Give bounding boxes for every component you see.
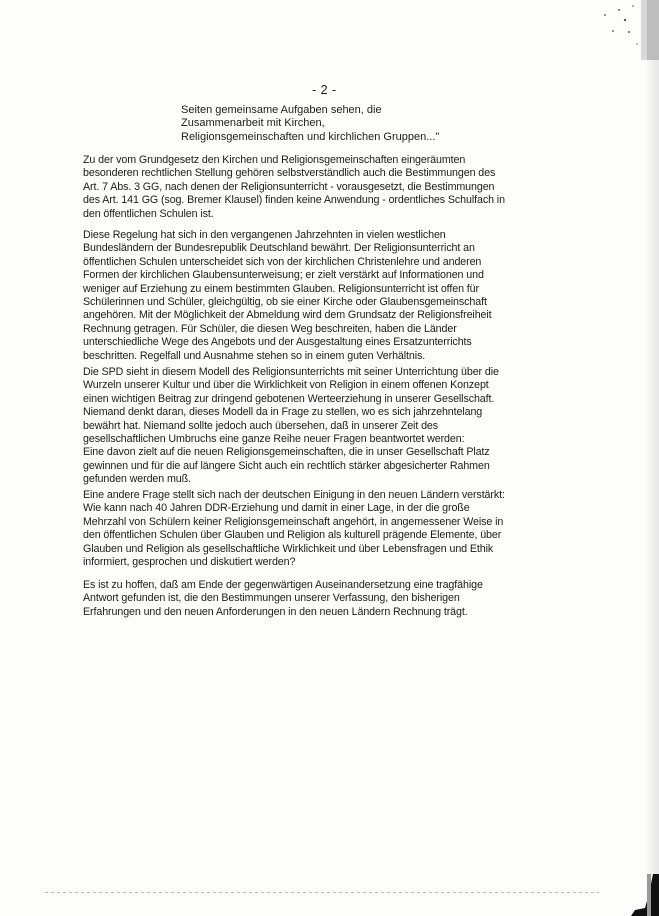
- text-line: beschritten. Regelfall und Ausnahme stehen so in einem guten Verhältnis.: [83, 349, 426, 362]
- page-number: - 2 -: [312, 83, 337, 97]
- text-line: Zu der vom Grundgesetz den Kirchen und Religionsgemeinschaften eingeräumten: [83, 154, 466, 166]
- text-line: unterschiedliche Wege des Angebots und der Ausgestaltung eines Ersatzunterrichts: [83, 336, 472, 349]
- scan-corner-mark-top: [611, 0, 659, 60]
- text-line: Schülerinnen und Schüler, gleichgültig, ob sie einer Kirche oder Glaubensgemeinschaft: [83, 296, 487, 309]
- paragraph-regulation: [83, 229, 575, 363]
- text-line: angehören. Mit der Möglichkeit der Abmeldung wird dem Grundsatz der Religionsfreiheit: [83, 309, 492, 322]
- text-line: den öffentlichen Schulen über Glauben und Religion als kulturell prägende Elemente, über: [83, 529, 502, 542]
- scan-edge-shadow: [645, 0, 659, 916]
- paragraph-religious-status: [83, 154, 575, 221]
- text-line: Bundesländern der Bundesrepublik Deutschland bewährt. Der Religionsunterricht an: [83, 242, 475, 255]
- scan-speck: [612, 30, 614, 32]
- text-line: den öffentlichen Schulen ist.: [83, 207, 214, 220]
- text-line: besonderen rechtlichen Stellung gehören selbstverständlich auch die Bestimmungen des: [83, 167, 496, 180]
- text-line: Wie kann nach 40 Jahren DDR-Erziehung und damit in einer Lage, in der die große: [83, 502, 470, 515]
- text-line: Formen der kirchlichen Glaubensunterweisung; er zielt verstärkt auf Informationen und: [83, 269, 484, 282]
- text-line: öffentlichen Schulen unterscheidet sich von der kirchlichen Christenlehre und anderen: [83, 255, 482, 268]
- text-line: bewährt hat. Niemand sollte jedoch auch übersehen, daß in unserer Zeit des: [83, 419, 438, 432]
- text-line: Diese Regelung hat sich in den vergangenen Jahrzehnten in vielen westlichen: [83, 229, 446, 241]
- paragraph-new-states: [83, 489, 575, 569]
- text-line: Niemand denkt daran, dieses Modell da in Frage zu stellen, wo es sich jahrzehntelang: [83, 406, 483, 419]
- text-line: Eine davon zielt auf die neuen Religionsgemeinschaften, die in unser Gesellschaft Platz: [83, 446, 490, 459]
- text-line: Art. 7 Abs. 3 GG, nach denen der Religionsunterricht - vorausgesetzt, die Bestimmungen: [83, 180, 495, 193]
- text-line: einen wichtigen Beitrag zur dringend gebotenen Werteerziehung in unserer Gesellschaft.: [83, 392, 495, 405]
- paragraph-spd-model: [83, 366, 575, 487]
- text-line: Mehrzahl von Schülern keiner Religionsgemeinschaft angehört, in angemessener Weise in: [83, 515, 504, 528]
- scan-corner-mark-bottom: [613, 874, 659, 916]
- scan-bottom-artifact: [45, 892, 599, 893]
- text-line: gefunden werden muß.: [83, 473, 191, 486]
- text-line: gewinnen und für die auf längere Sicht auch ein rechtlich stärker abgesicherter Rahmen: [83, 459, 490, 472]
- quote-block: [181, 104, 561, 144]
- text-line: informiert, gesprochen und diskutiert werden?: [83, 556, 296, 569]
- text-line: weniger auf Erziehung zu einem bestimmten Glauben. Religionsunterricht ist offen für: [83, 282, 479, 295]
- text-line: Rechnung getragen. Für Schüler, die diesen Weg beschreiten, haben die Länder: [83, 322, 457, 335]
- scan-speck: [604, 14, 606, 16]
- text-line: Es ist zu hoffen, daß am Ende der gegenwärtigen Auseinandersetzung eine tragfähige: [83, 579, 483, 591]
- text-line: Wurzeln unserer Kultur und über die Wirklichkeit von Religion in einem offenen Konzept: [83, 379, 489, 392]
- quote-line: Religionsgemeinschaften und kirchlichen Gruppen...": [181, 130, 440, 143]
- text-line: gesellschaftlichen Umbruchs eine ganze Reihe neuer Fragen beantwortet werden:: [83, 433, 465, 446]
- text-line: Antwort gefunden ist, die den Bestimmungen unserer Verfassung, den bisherigen: [83, 592, 460, 605]
- text-line: Erfahrungen und den neuen Anforderungen in den neuen Ländern Rechnung trägt.: [83, 605, 468, 618]
- quote-line: Seiten gemeinsame Aufgaben sehen, die: [181, 104, 382, 116]
- quote-line: Zusammenarbeit mit Kirchen,: [181, 117, 325, 130]
- text-line: Die SPD sieht in diesem Modell des Religionsunterrichts mit seiner Unterrichtung über die: [83, 366, 499, 378]
- paragraph-conclusion: [83, 579, 575, 619]
- text-line: Eine andere Frage stellt sich nach der deutschen Einigung in den neuen Ländern verstärkt:: [83, 489, 505, 501]
- text-line: des Art. 141 GG (sog. Bremer Klausel) finden keine Anwendung - ordentliches Schulfach in: [83, 194, 505, 207]
- text-line: Glauben und Religion als gesellschaftliche Wirklichkeit und über Lebensfragen und Ethik: [83, 542, 494, 555]
